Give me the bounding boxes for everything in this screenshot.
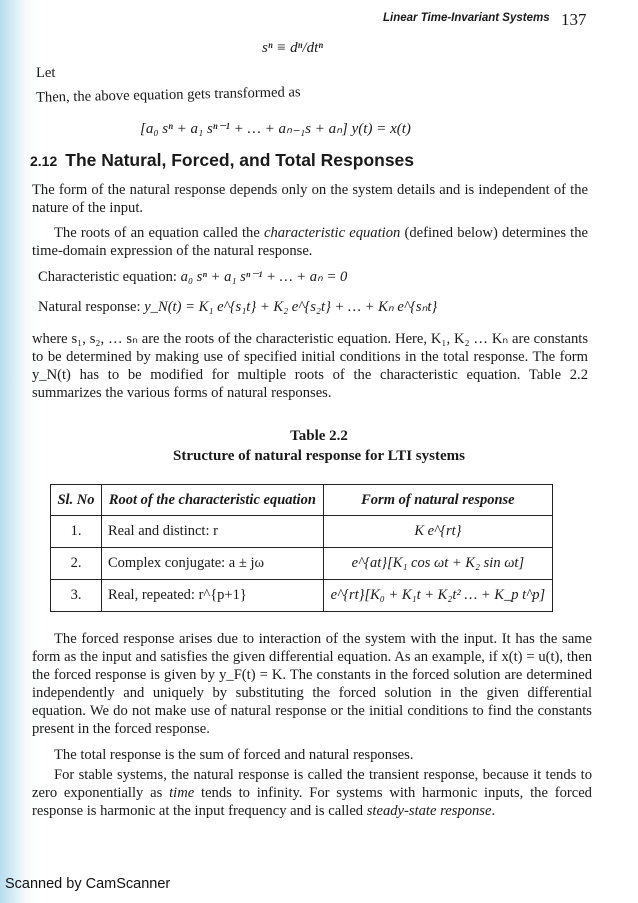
transform-intro: Then, the above equation gets transformed as: [35, 84, 301, 106]
section-number: 2.12: [30, 153, 58, 169]
text: The roots of an equation called the: [54, 225, 264, 241]
paragraph-characteristic: [32, 224, 588, 260]
table-header-row: [51, 485, 553, 516]
table-cell: 2.: [51, 548, 102, 580]
paragraph-total-response: The total response is the sum of forced and natural responses.: [54, 747, 414, 763]
table-caption: Structure of natural response for LTI systems: [173, 448, 465, 464]
table-label: Table 2.2: [290, 428, 348, 444]
table-cell: e^{rt}[K₀ + K₁t + K₂t² … + K_p t^p]: [323, 580, 552, 612]
definition-equation: sⁿ ≡ dⁿ/dtⁿ: [262, 40, 323, 56]
column-header: Sl. No: [51, 485, 102, 516]
natural-response-table: [50, 484, 553, 612]
expression: a₀ sⁿ + a₁ sⁿ⁻¹ + … + aₙ = 0: [180, 269, 348, 285]
table-row: [51, 548, 553, 580]
text: tends to infinity. For systems with harmonic inputs, the forced response is harmonic at the input frequency and is called: [32, 785, 592, 819]
emphasis: characteristic equation: [263, 225, 401, 241]
table-cell: e^{at}[K₁ cos ωt + K₂ sin ωt]: [323, 548, 552, 580]
text: .: [491, 803, 496, 819]
column-header: Form of natural response: [323, 485, 552, 516]
expression: y_N(t) = K₁ e^{s₁t} + K₂ e^{s₂t} + … + Kₙ e^{sₙt}: [144, 299, 438, 315]
text: (defined below) determines the time-domain expression of the natural response.: [32, 225, 589, 259]
text: For stable systems, the natural response is called the transient response, because it tends to zero exponentially as: [32, 767, 592, 801]
emphasis: steady-state response: [366, 803, 492, 819]
table-cell: K e^{rt}: [323, 516, 552, 548]
label: Characteristic equation:: [38, 269, 181, 285]
table-row: [51, 580, 553, 612]
let-label: Let: [36, 65, 56, 81]
emphasis: time: [169, 785, 195, 801]
characteristic-equation: [38, 268, 347, 286]
running-header: Linear Time-Invariant Systems: [383, 12, 550, 24]
table-cell: Complex conjugate: a ± jω: [102, 548, 324, 580]
transform-equation: [a₀ sⁿ + a₁ sⁿ⁻¹ + … + aₙ₋₁s + aₙ] y(t) = x(t): [140, 121, 411, 137]
table-cell: Real and distinct: r: [102, 516, 324, 548]
natural-response-equation: [38, 298, 437, 316]
label: Natural response:: [38, 299, 145, 315]
table-row: [51, 516, 553, 548]
table-cell: Real, repeated: r^{p+1}: [102, 580, 324, 612]
section-heading: [30, 150, 414, 171]
scanner-watermark: Scanned by CamScanner: [5, 876, 171, 892]
section-title: The Natural, Forced, and Total Responses: [65, 150, 415, 170]
table-cell: 3.: [51, 580, 102, 612]
column-header: Root of the characteristic equation: [102, 485, 324, 516]
table-cell: 1.: [51, 516, 102, 548]
paragraph-forced-response: The forced response arises due to interaction of the system with the input. It has the same form as the input and satisfies the given differential equation. As an example, if x(t) = u(t), then the forced response is given by y_F(t) = K. The constants in the forced solution are determined independently and uniquely by substituting the forced solution in the given differential equation. We do not make use of natural response or the initial conditions to find the constants present in the forced response.: [32, 631, 592, 737]
page-number: 137: [561, 10, 587, 29]
paragraph-roots: where s₁, s₂, … sₙ are the roots of the characteristic equation. Here, K₁, K₂ … Kₙ are constants to be determined by making use of specified initial conditions in the total response. The form y_N(t) has to be modified for multiple roots of the characteristic equation. Table 2.2 summarizes the various forms of natural responses.: [32, 331, 588, 401]
paragraph-natural-form: The form of the natural response depends only on the system details and is independent of the nature of the input.: [32, 182, 588, 216]
paragraph-stable-systems: [32, 766, 592, 820]
